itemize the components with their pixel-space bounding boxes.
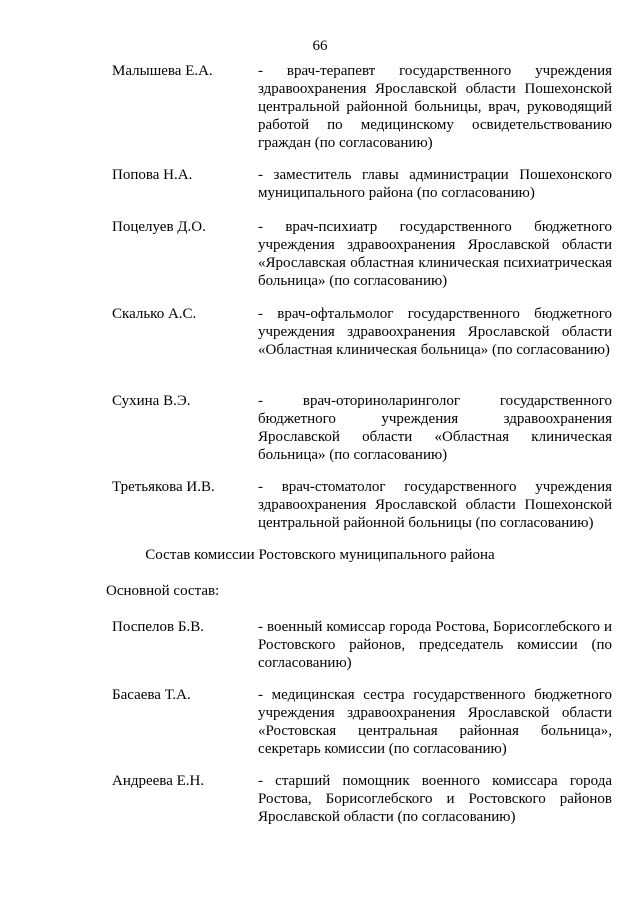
member-name: Поцелуев Д.О. <box>112 219 206 235</box>
member-description: - врач-стоматолог государственного учреждения здравоохранения Ярославской области Пошехонской центральной районной больницы (по согласованию) <box>258 479 612 531</box>
member-description: - врач-оториноларинголог государственного бюджетного учреждения здравоохранения Ярославской области «Областная клиническая больница» (по согласованию) <box>258 393 612 463</box>
member-name: Третьякова И.В. <box>112 479 215 495</box>
member-name: Малышева Е.А. <box>112 63 213 79</box>
member-description: - медицинская сестра государственного бюджетного учреждения здравоохранения Ярославской области «Ростовская центральная районная больница», секретарь комиссии (по согласованию) <box>258 687 612 757</box>
section-heading: Состав комиссии Ростовского муниципального района <box>145 547 495 563</box>
member-name: Андреева Е.Н. <box>112 773 205 789</box>
member-name: Басаева Т.А. <box>112 687 191 703</box>
member-description: - врач-психиатр государственного бюджетного учреждения здравоохранения Ярославской области «Ярославская областная клиническая психиатрическая больница» (по согласованию) <box>258 219 612 289</box>
member-description: - заместитель главы администрации Пошехонского муниципального района (по согласованию) <box>258 167 612 201</box>
member-name: Скалько А.С. <box>112 306 197 322</box>
member-name: Поспелов Б.В. <box>112 619 204 635</box>
subsection-label: Основной состав: <box>106 583 220 599</box>
member-name: Сухина В.Э. <box>112 393 191 409</box>
page-number: 66 <box>312 38 328 54</box>
member-description: - врач-терапевт государственного учреждения здравоохранения Ярославской области Пошехонской центральной районной больницы, врач, руководящий работой по медицинскому освидетельствованию граждан (по согласованию) <box>258 63 612 151</box>
member-description: - врач-офтальмолог государственного бюджетного учреждения здравоохранения Ярославской области «Областная клиническая больница» (по согласованию) <box>258 306 612 358</box>
member-description: - старший помощник военного комиссара города Ростова, Борисоглебского и Ростовского районов Ярославской области (по согласованию) <box>258 773 612 825</box>
member-name: Попова Н.А. <box>112 167 193 183</box>
member-description: - военный комиссар города Ростова, Борисоглебского и Ростовского районов, председатель комиссии (по согласованию) <box>258 619 612 671</box>
